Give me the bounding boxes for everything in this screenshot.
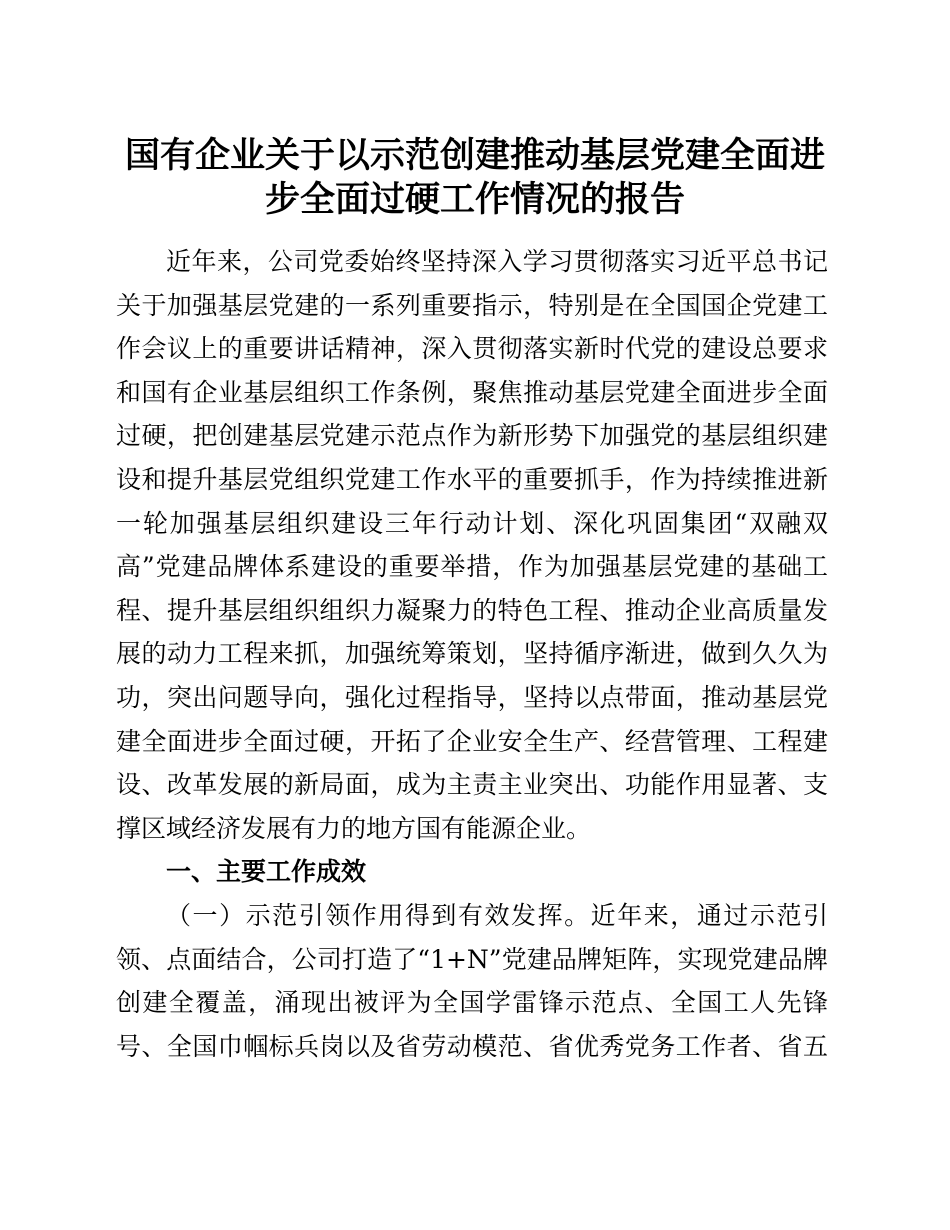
section-heading: 一、主要工作成效 — [166, 857, 367, 887]
paragraph-line: 过硬，把创建基层党建示范点作为新形势下加强党的基层组织建 — [116, 421, 828, 451]
intro-paragraph — [116, 240, 828, 850]
paragraph-line: 近年来，公司党委始终坚持深入学习贯彻落实习近平总书记 — [166, 247, 828, 276]
paragraph-line: （一）示范引领作用得到有效发挥。近年来，通过示范引 — [166, 900, 828, 930]
paragraph-line: 作会议上的重要讲话精神，深入贯彻落实新时代党的建设总要求 — [116, 334, 828, 364]
paragraph-line: 设和提升基层党组织党建工作水平的重要抓手，作为持续推进新 — [116, 464, 828, 494]
paragraph-line: 撑区域经济发展有力的地方国有能源企业。 — [116, 813, 592, 843]
paragraph-line: 设、改革发展的新局面，成为主责主业突出、功能作用显著、支 — [116, 770, 828, 800]
document-body — [116, 240, 828, 1068]
paragraph-line: 高”党建品牌体系建设的重要举措，作为加强基层党建的基础工 — [116, 552, 828, 582]
paragraph-line: 展的动力工程来抓，加强统筹策划，坚持循序渐进，做到久久为 — [116, 639, 828, 669]
paragraph-line: 领、点面结合，公司打造了“1+N”党建品牌矩阵，实现党建品牌 — [116, 944, 828, 974]
paragraph-line: 程、提升基层组织组织力凝聚力的特色工程、推动企业高质量发 — [116, 595, 828, 625]
paragraph-line: 功，突出问题导向，强化过程指导，坚持以点带面，推动基层党 — [116, 682, 828, 712]
document-title — [110, 134, 840, 222]
paragraph-line: 号、全国巾帼标兵岗以及省劳动模范、省优秀党务工作者、省五 — [116, 1031, 828, 1061]
paragraph-line: 和国有企业基层组织工作条例，聚焦推动基层党建全面进步全面 — [116, 377, 828, 407]
paragraph-line: 建全面进步全面过硬，开拓了企业安全生产、经营管理、工程建 — [116, 726, 828, 756]
title-line-2: 步全面过硬工作情况的报告 — [264, 179, 685, 220]
paragraph-line: 关于加强基层党建的一系列重要指示，特别是在全国国企党建工 — [116, 290, 828, 320]
section-paragraph — [116, 894, 828, 1068]
paragraph-line: 创建全覆盖，涌现出被评为全国学雷锋示范点、全国工人先锋 — [116, 988, 828, 1018]
title-line-1: 国有企业关于以示范创建推动基层党建全面进 — [124, 135, 825, 176]
paragraph-line: 一轮加强基层组织建设三年行动计划、深化巩固集团“双融双 — [116, 508, 828, 538]
